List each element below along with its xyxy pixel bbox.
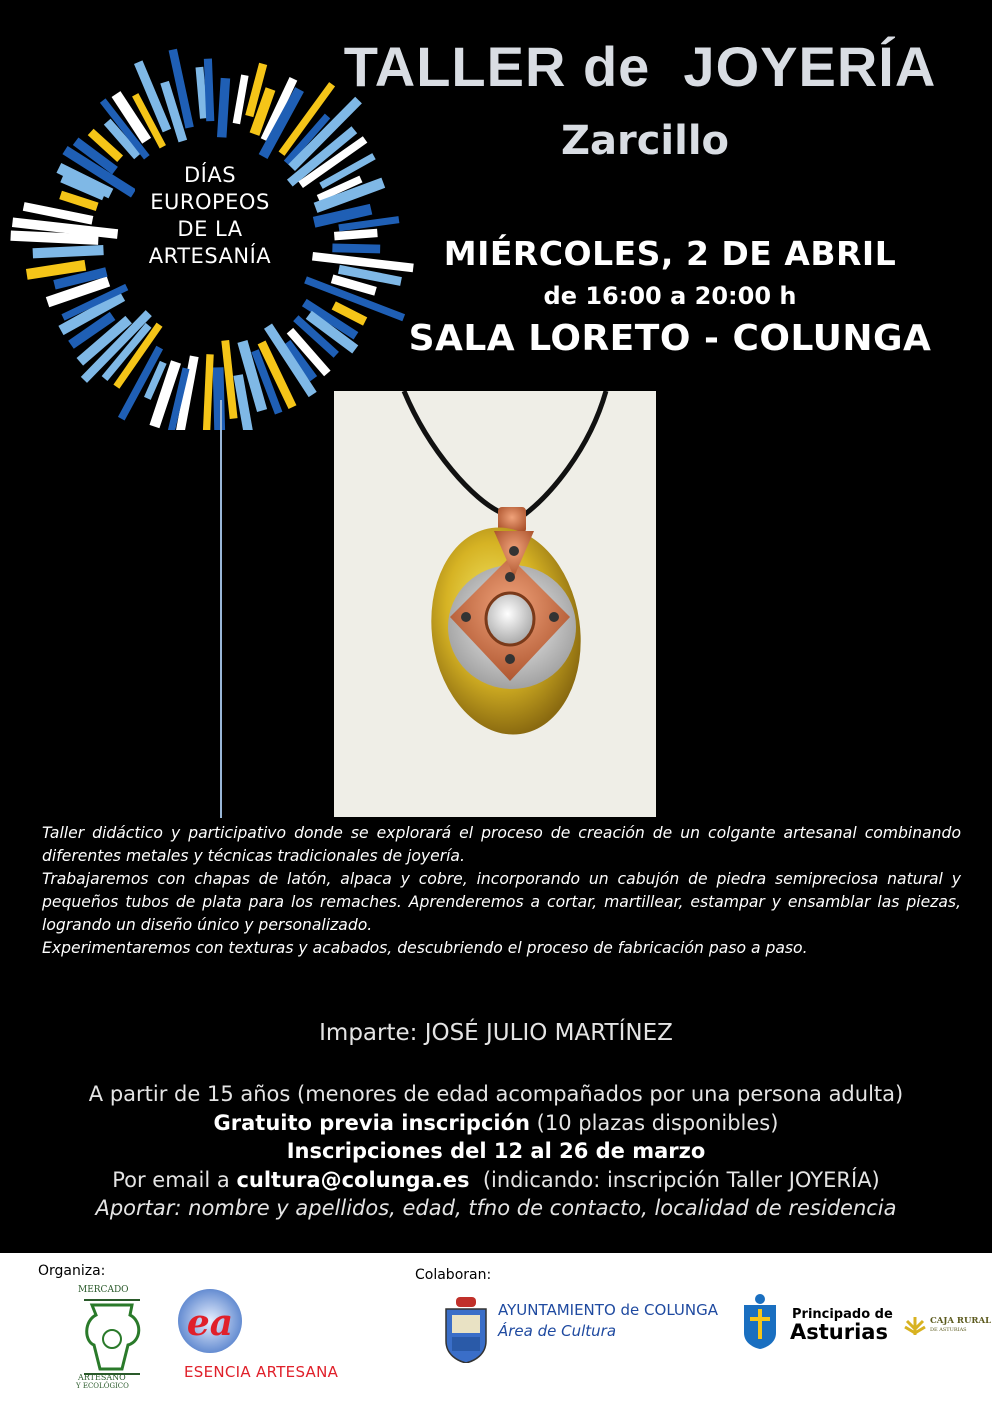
asturias-small-text: Principado de <box>792 1307 893 1322</box>
logo-ray <box>33 250 104 253</box>
logo-ray <box>27 265 86 274</box>
description-paragraph: Taller didáctico y participativo donde se explorará el proceso de creación de un colgante artesanal combinando diferentes metales y técnicas tradicionales de joyería. <box>42 824 961 865</box>
mercado-logo-bottom-text: ARTESANO <box>78 1373 126 1382</box>
free-registration-rest: (10 plazas disponibles) <box>529 1110 779 1135</box>
event-venue: SALA LORETO - COLUNGA <box>408 318 932 359</box>
logo-ray <box>208 59 210 121</box>
mercado-logo-top-text: MERCADO <box>78 1285 129 1295</box>
svg-text:ea: ea <box>186 1302 234 1344</box>
ayuntamiento-name: AYUNTAMIENTO de COLUNGA <box>498 1301 719 1319</box>
esencia-artesana-logo <box>172 1285 248 1357</box>
free-registration-bold: Gratuito previa inscripción <box>213 1110 530 1135</box>
asturias-big-text: Asturias <box>790 1320 888 1344</box>
logo-ray <box>238 375 250 430</box>
event-time: de 16:00 a 20:00 h <box>543 282 797 310</box>
logo-ray <box>24 206 93 220</box>
caja-rural-sub: DE ASTURIAS <box>930 1327 967 1333</box>
instructor-line: Imparte: JOSÉ JULIO MARTÍNEZ <box>319 1020 673 1046</box>
logo-ray <box>222 78 226 137</box>
registration-dates <box>0 1137 992 1166</box>
email-link[interactable]: cultura@colunga.es <box>236 1167 470 1192</box>
logo-text-line: DÍAS <box>135 162 285 189</box>
organiza-label: Organiza: <box>38 1263 106 1279</box>
logo-ray <box>199 67 203 118</box>
asturias-cross-icon <box>742 1293 778 1349</box>
logo-text-line: EUROPEOS <box>135 189 285 216</box>
sponsors-footer <box>0 1253 992 1403</box>
colaboran-label: Colaboran: <box>415 1267 492 1283</box>
email-suffix: (indicando: inscripción Taller JOYERÍA) <box>469 1167 880 1192</box>
divider-line <box>220 400 222 818</box>
logo-ray <box>207 354 210 430</box>
logo-ray <box>61 195 98 207</box>
colunga-shield-icon <box>444 1297 488 1363</box>
free-registration <box>0 1109 992 1138</box>
event-date: MIÉRCOLES, 2 DE ABRIL <box>443 234 897 273</box>
mercado-logo-bottom-text-2: Y ECOLÓGICO <box>76 1382 129 1390</box>
logo-text-line: DE LA <box>135 216 285 243</box>
logo-ray <box>236 75 245 123</box>
poster-title: TALLER de JOYERÍA <box>343 35 937 98</box>
description-paragraph: Trabajaremos con chapas de latón, alpaca y cobre, incorporando un cabujón de piedra semipreciosa natural y pequeños tubos de plata para los remaches. Aprenderemos a cortar, martillear, estampar y ensamblar las piezas, logrando un diseño único y personalizado. <box>42 870 961 934</box>
logo-ray <box>314 209 371 222</box>
email-line <box>0 1166 992 1195</box>
logo-ray <box>339 220 399 228</box>
age-requirement: A partir de 15 años (menores de edad acompañados por una persona adulta) <box>88 1082 904 1106</box>
mercado-artesano-logo <box>72 1283 152 1391</box>
ayuntamiento-area: Área de Cultura <box>498 1322 617 1340</box>
description-paragraph: Experimentaremos con texturas y acabados, descubriendo el proceso de fabricación paso a paso. <box>42 939 808 957</box>
email-prefix: Por email a <box>112 1167 237 1192</box>
workshop-description <box>42 822 961 960</box>
logo-ray <box>11 236 99 240</box>
caja-rural-name: CAJA RURAL <box>930 1316 992 1326</box>
caja-rural-wheat-icon <box>902 1315 928 1337</box>
logo-text-line: ARTESANÍA <box>135 243 285 270</box>
logo-text <box>135 162 285 270</box>
registration-dates-text: Inscripciones del 12 al 26 de marzo <box>286 1139 706 1163</box>
poster-subtitle: Zarcillo <box>560 118 730 164</box>
esencia-artesana-text: ESENCIA ARTESANA <box>184 1363 339 1381</box>
logo-ray <box>225 340 233 418</box>
registration-info <box>0 1080 992 1223</box>
caja-rural-logo <box>930 1317 991 1335</box>
pendant-photo <box>334 391 656 817</box>
bring-info: Aportar: nombre y apellidos, edad, tfno de contacto, localidad de residencia <box>95 1196 897 1220</box>
